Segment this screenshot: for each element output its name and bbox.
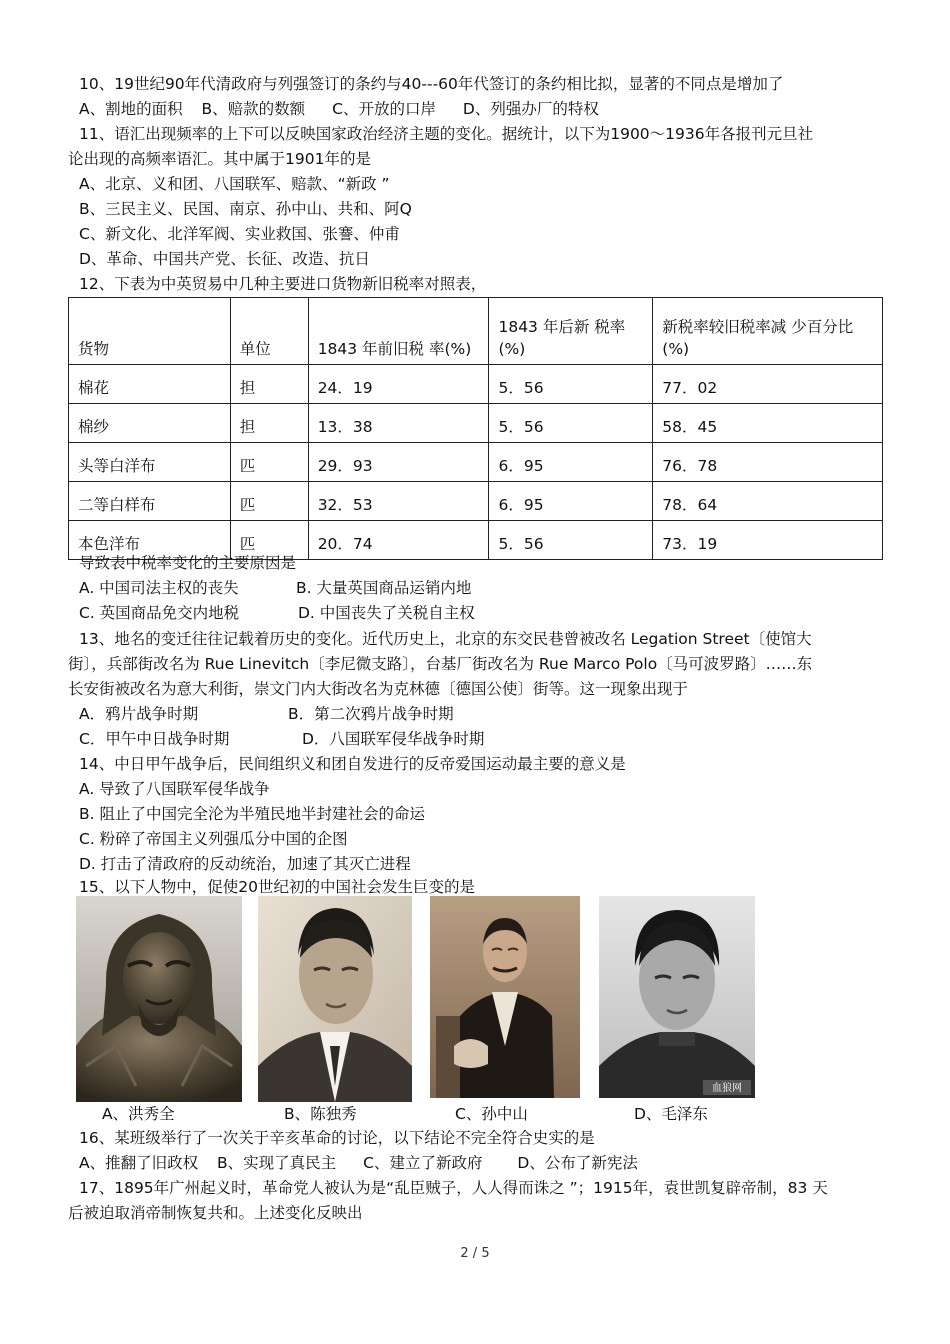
q11-stem-line2: 论出现的高频率语汇。其中属于1901年的是 (68, 150, 371, 168)
q11-stem-line1: 11、语汇出现频率的上下可以反映国家政治经济主题的变化。据统计，以下为1900～1936年各报刊元旦社 (79, 125, 814, 143)
table-cell: 5．56 (489, 365, 653, 404)
q14-option-a: A. 导致了八国联军侵华战争 (79, 780, 270, 798)
table-cell: 本色洋布 (69, 521, 231, 560)
portrait-sun-yatsen-photo (430, 896, 580, 1098)
q12-question: 导致表中税率变化的主要原因是 (79, 554, 297, 572)
q11-option-d: D、革命、中国共产党、长征、改造、抗日 (79, 250, 370, 268)
table-header-cell: 新税率较旧税率减 少百分比(%) (653, 298, 883, 365)
q12-stem: 12、下表为中英贸易中几种主要进口货物新旧税率对照表， (79, 275, 487, 293)
table-cell: 担 (230, 404, 308, 443)
q14-option-b: B. 阻止了中国完全沦为半殖民地半封建社会的命运 (79, 805, 425, 823)
table-cell: 73．19 (653, 521, 883, 560)
q11-option-b: B、三民主义、民国、南京、孙中山、共和、阿Q (79, 200, 412, 218)
q15-caption-b: B、陈独秀 (284, 1105, 357, 1123)
q10-stem: 10、19世纪90年代清政府与列强签订的条约与40---60年代签订的条约相比拟，显著的不同点是增加了 (79, 75, 784, 93)
q15-caption-a: A、洪秀全 (102, 1105, 175, 1123)
page-number: 2 / 5 (460, 1246, 490, 1261)
q13-stem-line1: 13、地名的变迁往往记载着历史的变化。近代历史上，北京的东交民巷曾被改名 Legation Street〔使馆大 (79, 630, 812, 648)
table-cell: 32．53 (308, 482, 489, 521)
q10-option-a: A、割地的面积 (79, 100, 183, 118)
table-row (69, 482, 883, 521)
q11-option-a: A、北京、义和团、八国联军、赔款、“新政 ” (79, 175, 390, 193)
table-cell: 77．02 (653, 365, 883, 404)
tax-rate-table (68, 297, 883, 560)
q12-option-d: D. 中国丧失了关税自主权 (297, 604, 475, 622)
table-header-row (69, 298, 883, 365)
q13-options-row2 (79, 728, 484, 750)
q10-options (79, 98, 599, 120)
q13-stem-line2: 街〕，兵部街改名为 Rue Linevitch〔李尼微支路〕，台基厂街改名为 Rue Marco Polo〔马可波罗路〕……东 (68, 655, 813, 673)
q15-portrait-gallery (76, 896, 776, 1104)
table-header-cell: 单位 (230, 298, 308, 365)
q15-stem: 15、以下人物中，促使20世纪初的中国社会发生巨变的是 (79, 878, 475, 896)
table-cell: 5．56 (489, 404, 653, 443)
q13-stem-line3: 长安街被改名为意大利街，崇文门内大街改名为克林德〔德国公使〕街等。这一现象出现于 (68, 680, 689, 698)
q17-stem-line1: 17、1895年广州起义时，革命党人被认为是“乱臣贼子，人人得而诛之 ”；1915年，袁世凯复辟帝制，83 天 (79, 1179, 828, 1197)
table-cell: 20．74 (308, 521, 489, 560)
q10-option-c: C、开放的口岸 (332, 100, 436, 118)
q10-option-d: D、列强办厂的特权 (462, 100, 599, 118)
table-cell: 匹 (230, 482, 308, 521)
q16-option-c: C、建立了新政府 (363, 1154, 483, 1172)
table-row (69, 404, 883, 443)
q15-caption-d: D、毛泽东 (634, 1105, 708, 1123)
q16-options (79, 1152, 638, 1174)
table-cell: 棉纱 (69, 404, 231, 443)
portrait-hong-xiuquan-statue (76, 896, 242, 1102)
table-cell: 头等白洋布 (69, 443, 231, 482)
table-cell: 担 (230, 365, 308, 404)
table-cell: 24．19 (308, 365, 489, 404)
q13-option-b: B．第二次鸦片战争时期 (287, 705, 454, 723)
table-cell: 6．95 (489, 443, 653, 482)
q14-stem: 14、中日甲午战争后，民间组织义和团自发进行的反帝爱国运动最主要的意义是 (79, 755, 626, 773)
table-cell: 78．64 (653, 482, 883, 521)
q12-options-row1 (79, 577, 471, 599)
table-cell: 58．45 (653, 404, 883, 443)
q10-option-b: B、赔款的数额 (201, 100, 306, 118)
table-cell: 匹 (230, 521, 308, 560)
table-cell: 29．93 (308, 443, 489, 482)
q13-option-d: D．八国联军侵华战争时期 (301, 730, 485, 748)
q13-option-c: C．甲午中日战争时期 (79, 730, 230, 748)
table-cell: 二等白样布 (69, 482, 231, 521)
table-cell: 6．95 (489, 482, 653, 521)
table-header-cell: 货物 (69, 298, 231, 365)
q13-options-row1 (79, 703, 454, 725)
table-header-cell: 1843 年前旧税 率(%) (308, 298, 489, 365)
q12-option-c: C. 英国商品免交内地税 (79, 604, 240, 622)
q16-option-a: A、推翻了旧政权 (79, 1154, 199, 1172)
table-header-cell: 1843 年后新 税率(%) (489, 298, 653, 365)
portrait-chen-duxiu-photo (258, 896, 412, 1102)
portrait-mao-zedong-photo (599, 896, 755, 1098)
table-cell: 棉花 (69, 365, 231, 404)
watermark-text: 血狼网 (712, 1083, 742, 1094)
q14-option-c: C. 粉碎了帝国主义列强瓜分中国的企图 (79, 830, 348, 848)
q15-caption-c: C、孙中山 (455, 1105, 528, 1123)
q12-options-row2 (79, 602, 475, 624)
q17-stem-line2: 后被迫取消帝制恢复共和。上述变化反映出 (68, 1204, 363, 1222)
table-row (69, 365, 883, 404)
q14-option-d: D. 打击了清政府的反动统治，加速了其灭亡进程 (79, 855, 411, 873)
q16-stem: 16、某班级举行了一次关于辛亥革命的讨论，以下结论不完全符合史实的是 (79, 1129, 595, 1147)
q11-option-c: C、新文化、北洋军阀、实业救国、张謇、仲甫 (79, 225, 400, 243)
table-cell: 5．56 (489, 521, 653, 560)
table-row (69, 443, 883, 482)
table-cell: 76．78 (653, 443, 883, 482)
q16-option-b: B、实现了真民主 (217, 1154, 337, 1172)
q15-captions (0, 1103, 950, 1125)
table-cell: 13．38 (308, 404, 489, 443)
q12-option-b: B. 大量英国商品运销内地 (295, 579, 472, 597)
q12-option-a: A. 中国司法主权的丧失 (79, 579, 239, 597)
q16-option-d: D、公布了新宪法 (517, 1154, 638, 1172)
table-cell: 匹 (230, 443, 308, 482)
q13-option-a: A．鸦片战争时期 (79, 705, 199, 723)
